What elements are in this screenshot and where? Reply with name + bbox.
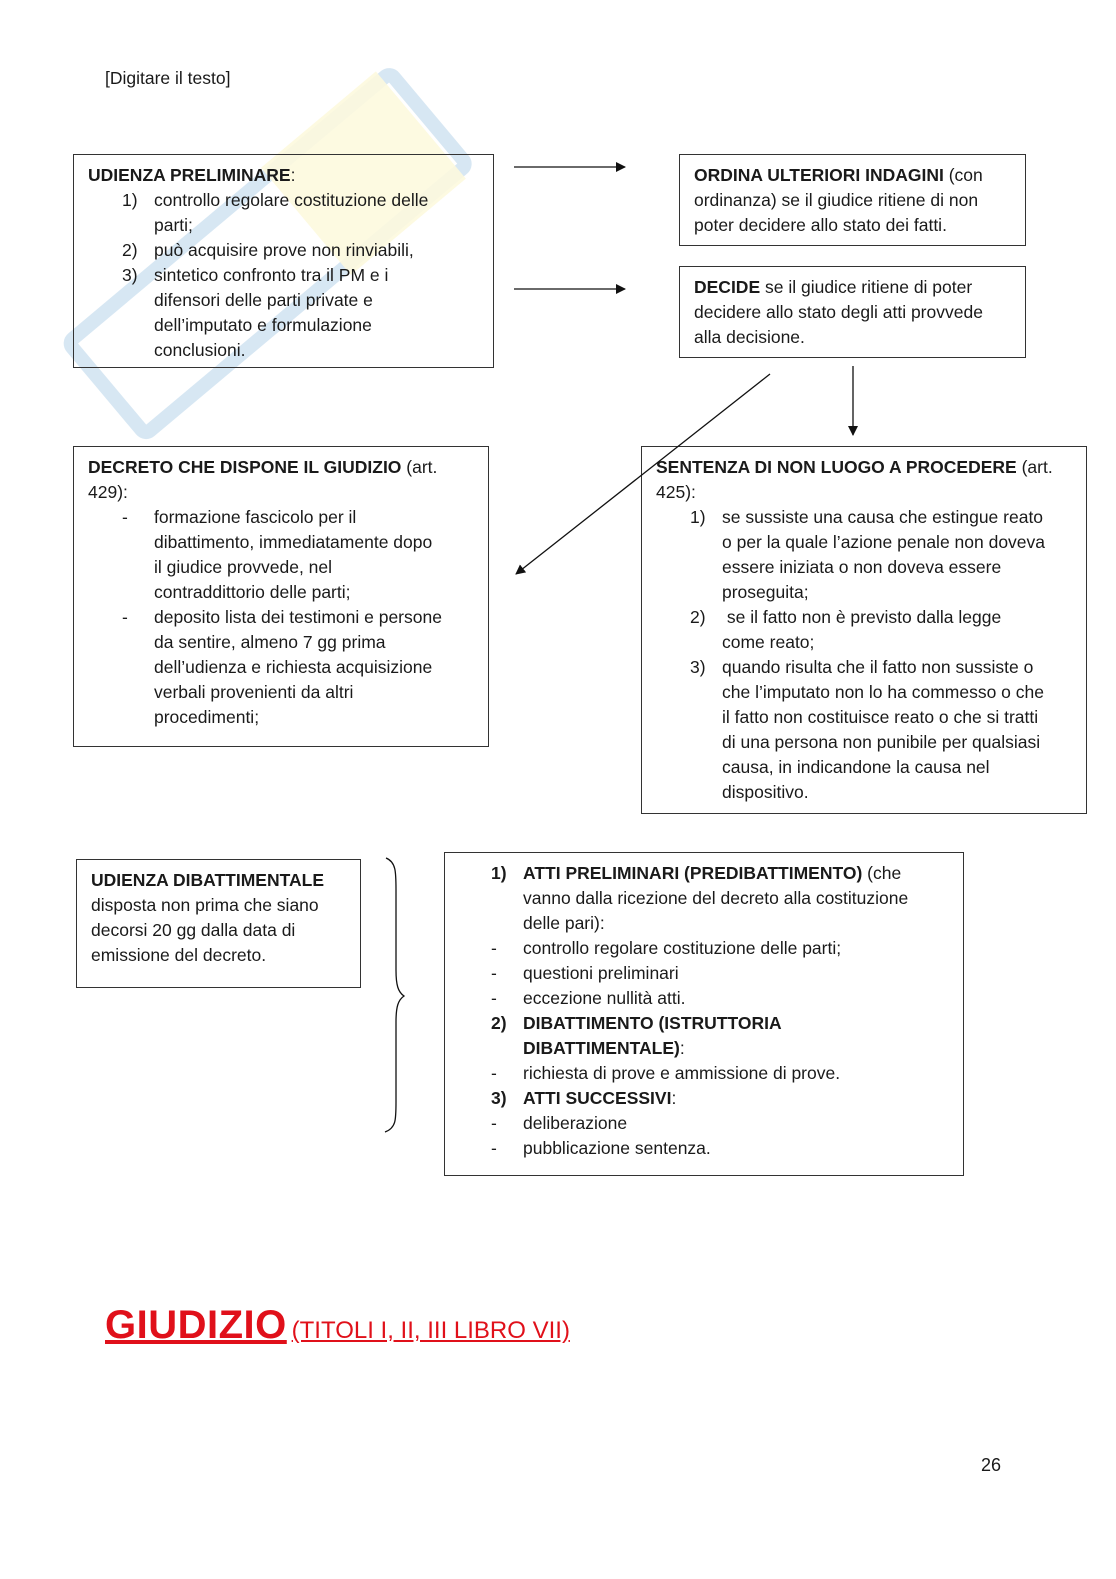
list-item: - richiesta di prove e ammissione di prove. — [491, 1063, 841, 1083]
list-item: 2) DIBATTIMENTO (ISTRUTTORIA — [491, 1013, 782, 1033]
list-item: 2) se il fatto non è previsto dalla legge come reato; — [690, 607, 1002, 652]
curly-brace — [385, 858, 404, 1132]
list-item: 1) se sussiste una causa che estingue reato o per la quale l’azione penale non doveva essere iniziata o non doveva essere proseguita; — [690, 507, 1046, 602]
list-item: 3) quando risulta che il fatto non sussiste o che l’imputato non lo ha commesso o che il fatto non costituisce reato o che si tratti di una persona non punibile per qualsiasi causa, in indicandone la causa nel dispositivo. — [690, 657, 1044, 802]
list-item: - deposito lista dei testimoni e persone da sentire, almeno 7 gg prima dell’udienza e richiesta acquisizione verbali provenienti da altri procedimenti; — [122, 607, 442, 727]
list-item: - deliberazione — [491, 1113, 628, 1133]
udienza-preliminare-box: UDIENZA PRELIMINARE: 1) controllo regolare costituzione delle parti; 2) può acquisire prove non rinviabili, 3) sintetico confronto tra il PM e i difensori delle parti private e dell’imputato e formulazione conclusioni. — [73, 154, 494, 368]
list-item: 2) può acquisire prove non rinviabili, — [122, 240, 414, 260]
list-item: - questioni preliminari — [491, 963, 679, 983]
title-sub: (TITOLI I, II, III LIBRO VII) — [291, 1317, 570, 1344]
list-item: 1) ATTI PRELIMINARI (PREDIBATTIMENTO) (che — [491, 863, 902, 883]
header-placeholder: [Digitare il testo] — [105, 68, 231, 88]
list-item: DIBATTIMENTALE): — [523, 1038, 685, 1058]
list-item: vanno dalla ricezione del decreto alla costituzione — [523, 888, 909, 908]
decide-title: DECIDE — [694, 277, 761, 297]
list-item: 1) controllo regolare costituzione delle parti; — [122, 190, 429, 235]
decide-box: DECIDE se il giudice ritiene di poter decidere allo stato degli atti provvede alla decisione. — [679, 266, 1026, 358]
list-item: 3) ATTI SUCCESSIVI: — [491, 1088, 677, 1108]
sentenza-title: SENTENZA DI NON LUOGO A PROCEDERE — [656, 457, 1017, 477]
title-main: GIUDIZIO — [105, 1303, 287, 1347]
arrow-to-decreto — [516, 374, 770, 574]
list-item: - formazione fascicolo per il dibattimento, immediatamente dopo il giudice provvede, nel contraddittorio delle parti; — [122, 507, 433, 602]
ordina-indagini-box: ORDINA ULTERIORI INDAGINI (con ordinanza) se il giudice ritiene di non poter decidere allo stato dei fatti. — [679, 154, 1026, 246]
udienza-dibattimentale-box: UDIENZA DIBATTIMENTALE disposta non prima che siano decorsi 20 gg dalla data di emissione del decreto. — [76, 859, 361, 988]
ordina-title: ORDINA ULTERIORI INDAGINI — [694, 165, 944, 185]
dibattimentale-title: UDIENZA DIBATTIMENTALE — [91, 870, 324, 890]
sentenza-box: SENTENZA DI NON LUOGO A PROCEDERE (art. 425): 1) se sussiste una causa che estingue reato o per la quale l’azione penale non doveva essere iniziata o non doveva essere proseguita; 2) se il fatto non è previsto dalla legge come reato; 3) quando risulta che il fatto non sussiste o che l’imputato non lo ha commesso o che il fatto non costituisce reato o che si tratti di una persona non punibile per qualsiasi causa, in indicandone la causa nel dispositivo. — [641, 446, 1087, 814]
list-item: delle pari): — [523, 913, 605, 933]
list-item: - eccezione nullità atti. — [491, 988, 686, 1008]
page-number: 26 — [981, 1455, 1002, 1475]
list-item: - controllo regolare costituzione delle parti; — [491, 938, 842, 958]
udienza-preliminare-title: UDIENZA PRELIMINARE — [88, 165, 291, 185]
decreto-box: DECRETO CHE DISPONE IL GIUDIZIO (art. 429): - formazione fascicolo per il dibattimento, immediatamente dopo il giudice provvede, nel contraddittorio delle parti; - deposito lista dei testimoni e persone da sentire, almeno 7 gg prima dell’udienza e richiesta acquisizione verbali provenienti da altri procedimenti; — [73, 446, 489, 747]
list-item: - pubblicazione sentenza. — [491, 1138, 711, 1158]
decreto-title: DECRETO CHE DISPONE IL GIUDIZIO — [88, 457, 402, 477]
list-item: 3) sintetico confronto tra il PM e i difensori delle parti private e dell’imputato e formulazione conclusioni. — [122, 265, 389, 360]
section-title — [105, 1303, 570, 1347]
